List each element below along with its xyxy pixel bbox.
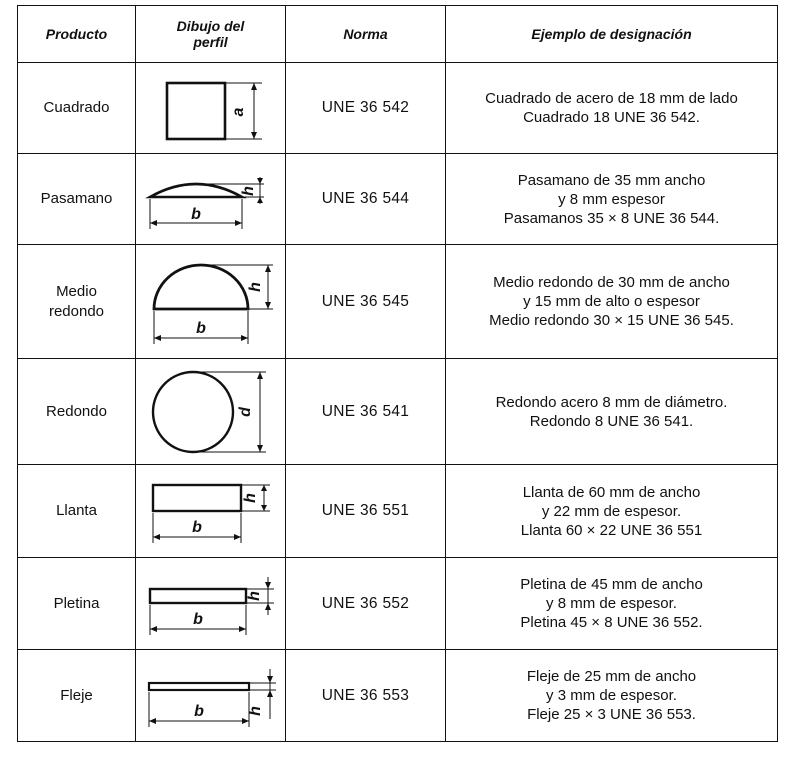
product-name: Redondo — [46, 402, 107, 420]
pasamano-section-icon — [136, 157, 286, 242]
example-line: Pasamanos 35 × 8 UNE 36 544. — [503, 209, 720, 227]
header-dibujo-line2: perfil — [193, 34, 228, 50]
example-line: Medio redondo de 30 mm de ancho — [493, 274, 730, 291]
dim-label-b: b — [193, 611, 203, 628]
product-cell — [18, 558, 136, 650]
example-line: Pletina de 45 mm de ancho — [520, 576, 703, 593]
table-row — [18, 558, 778, 650]
example-line: y 8 mm espesor — [558, 190, 665, 208]
drawing-cell — [136, 63, 286, 154]
example-line: y 3 mm de espesor. — [546, 687, 677, 704]
product-name: Llanta — [56, 502, 97, 519]
half-round-section-icon — [136, 248, 286, 356]
product-cell — [18, 359, 136, 465]
example-cell — [446, 465, 778, 558]
product-name: Pasamano — [40, 190, 113, 207]
dim-label-h: h — [240, 185, 257, 196]
dim-label-a: a — [230, 107, 247, 116]
product-name: Pletina — [53, 594, 100, 612]
dim-label-h: h — [247, 281, 264, 292]
round-section-icon — [136, 362, 286, 462]
llanta-section-icon — [136, 469, 286, 554]
table-row — [18, 245, 778, 359]
table-row — [18, 650, 778, 742]
dim-label-b: b — [192, 518, 202, 536]
example-cell — [446, 359, 778, 465]
header-row — [18, 6, 778, 63]
product-name: redondo — [48, 302, 105, 320]
example-line: Redondo acero 8 mm de diámetro. — [495, 393, 728, 411]
dim-label-d: d — [237, 406, 254, 417]
example-line: y 22 mm de espesor. — [541, 502, 682, 520]
drawing-cell — [136, 154, 286, 245]
dim-label-h: h — [242, 492, 259, 503]
dim-label-h: h — [247, 706, 264, 716]
header-norma: Norma — [286, 6, 446, 63]
example-cell — [446, 558, 778, 650]
norma-cell: UNE 36 545 — [286, 245, 446, 359]
example-line: Llanta de 60 mm de ancho — [522, 483, 701, 501]
example-line: Medio redondo 30 × 15 UNE 36 545. — [489, 312, 734, 329]
example-line: y 15 mm de alto o espesor — [523, 293, 700, 310]
table-row — [18, 63, 778, 154]
product-name: Cuadrado — [43, 99, 110, 116]
example-line: Pasamano de 35 mm ancho — [517, 171, 706, 189]
fleje-section-icon — [136, 653, 286, 738]
table-row — [18, 359, 778, 465]
product-cell — [18, 650, 136, 742]
header-dibujo — [136, 6, 286, 63]
square-section-icon — [136, 66, 286, 151]
norma-cell: UNE 36 544 — [286, 154, 446, 245]
table-row — [18, 154, 778, 245]
drawing-cell — [136, 558, 286, 650]
example-line: Redondo 8 UNE 36 541. — [529, 412, 694, 430]
example-cell — [446, 154, 778, 245]
drawing-cell — [136, 465, 286, 558]
product-cell — [18, 63, 136, 154]
dim-label-h: h — [246, 591, 263, 601]
norma-cell: UNE 36 542 — [286, 63, 446, 154]
norma-cell: UNE 36 541 — [286, 359, 446, 465]
example-cell — [446, 650, 778, 742]
table-row — [18, 465, 778, 558]
drawing-cell — [136, 245, 286, 359]
product-name: Medio — [56, 282, 97, 300]
norma-cell: UNE 36 551 — [286, 465, 446, 558]
example-line: Fleje 25 × 3 UNE 36 553. — [527, 706, 696, 723]
example-cell — [446, 245, 778, 359]
header-ejemplo: Ejemplo de designación — [446, 6, 778, 63]
dim-label-b: b — [196, 319, 206, 337]
drawing-cell — [136, 359, 286, 465]
dim-label-b: b — [191, 205, 201, 223]
example-line: Cuadrado de acero de 18 mm de lado — [485, 90, 738, 107]
header-producto: Producto — [18, 6, 136, 63]
example-line: Fleje de 25 mm de ancho — [526, 668, 697, 685]
example-cell — [446, 63, 778, 154]
example-line: Llanta 60 × 22 UNE 36 551 — [520, 521, 703, 539]
example-line: Pletina 45 × 8 UNE 36 552. — [520, 614, 703, 631]
dim-label-b: b — [194, 703, 204, 720]
product-cell — [18, 465, 136, 558]
header-dibujo-line1: Dibujo del — [176, 18, 245, 34]
product-name: Fleje — [60, 686, 93, 704]
example-line: Cuadrado 18 UNE 36 542. — [523, 109, 700, 126]
drawing-cell — [136, 650, 286, 742]
product-cell — [18, 245, 136, 359]
steel-profiles-table — [17, 5, 778, 742]
example-line: y 8 mm de espesor. — [546, 595, 677, 612]
norma-cell: UNE 36 553 — [286, 650, 446, 742]
product-cell — [18, 154, 136, 245]
norma-cell: UNE 36 552 — [286, 558, 446, 650]
pletina-section-icon — [136, 561, 286, 646]
